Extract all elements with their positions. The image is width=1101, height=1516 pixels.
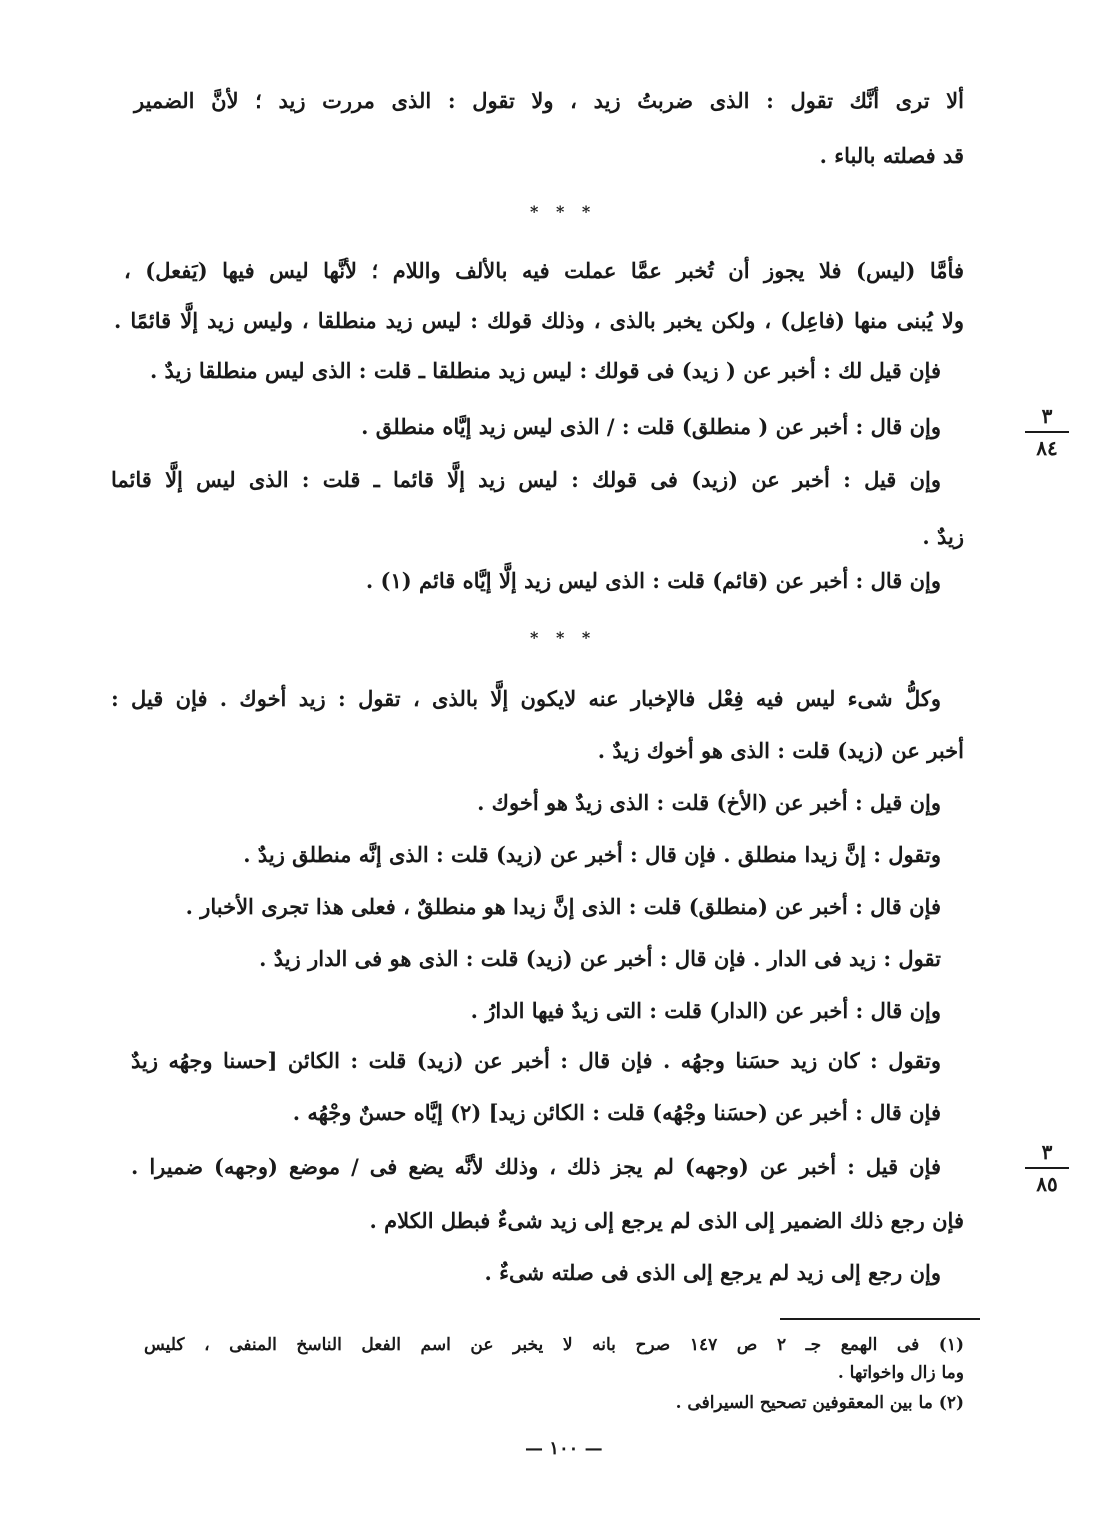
- section-separator: * * *: [530, 202, 597, 221]
- text-line: وتقول : كان زيد حسَنا وجهُه . فإن قال : أخبر عن (زيد) قلت : الكائن [حسنا وجهُه زيدٌ: [131, 1048, 941, 1073]
- text-line: وإن قيل : أخبر عن (الأخ) قلت : الذى زيدٌ هو أخوك .: [477, 790, 941, 815]
- text-line: فإن قال : أخبر عن (منطلق) قلت : الذى إنَّ زيدا هو منطلقٌ ، فعلى هذا تجرى الأخبار .: [185, 894, 941, 919]
- text-line: ألا ترى أنَّك تقول : الذى ضربتُ زيد ، ولا تقول : الذى مررت زيد ؛ لأنَّ الضمير: [134, 88, 964, 113]
- text-line: فإن قيل : أخبر عن (وجهه) لم يجز ذلك ، وذلك لأنَّه يضع فى / موضع (وجهه) ضميرا .: [131, 1154, 941, 1179]
- text-line: فإن قيل لك : أخبر عن ( زيد) فى قولك : ليس زيد منطلقا ـ قلت : الذى ليس منطلقا زيدٌ .: [149, 358, 941, 383]
- text-line: قد فصلته بالباء .: [819, 143, 964, 168]
- text-line: وكلُّ شىء ليس فيه فِعْل فالإخبار عنه لايكون إلَّا بالذى ، تقول : زيد أخوك . فإن قيل :: [111, 686, 941, 711]
- text-line: وإن رجع إلى زيد لم يرجع إلى الذى فى صلته شىءٌ .: [484, 1260, 941, 1285]
- text-line: ولا يُبنى منها (فاعِل) ، ولكن يخبر بالذى ، وذلك قولك : ليس زيد منطلقا ، وليس زيد إلَّا قائمًا .: [114, 308, 964, 333]
- footnote-rule: [780, 1318, 980, 1320]
- text-line: وإن قيل : أخبر عن (زيد) فى قولك : ليس زيد إلَّا قائما ـ قلت : الذى ليس إلَّا قائما: [111, 467, 941, 492]
- page-number: — ١٠٠ —: [525, 1438, 603, 1459]
- margin-ref-top: ٣: [1041, 1140, 1053, 1164]
- text-line: فإن رجع ذلك الضمير إلى الذى لم يرجع إلى زيد شىءٌ فبطل الكلام .: [369, 1208, 964, 1233]
- margin-ref-bottom: ٨٤: [1036, 436, 1058, 460]
- text-line: زيدٌ .: [922, 524, 964, 549]
- margin-ref-bottom: ٨٥: [1036, 1172, 1058, 1196]
- footnote-line: (٢) ما بين المعقوفين تصحيح السيرافى .: [675, 1393, 964, 1413]
- footnote-line: (١) فى الهمع جـ ٢ ص ١٤٧ صرح بانه لا يخبر عن اسم الفعل الناسخ المنفى ، كليس: [144, 1335, 965, 1355]
- text-line: فإن قال : أخبر عن (حسَنا وجْهُه) قلت : الكائن زيد] (٢) إيَّاه حسنٌ وجْهُه .: [292, 1100, 941, 1125]
- text-line: وإن قال : أخبر عن (الدار) قلت : التى زيدٌ فيها الدارُ .: [470, 998, 941, 1023]
- margin-ref-top: ٣: [1041, 404, 1053, 428]
- footnote-line: وما زال واخواتها .: [837, 1363, 964, 1383]
- margin-page-ref: [1025, 1140, 1069, 1196]
- margin-page-ref: [1025, 404, 1069, 460]
- text-line: وإن قال : أخبر عن (قائم) قلت : الذى ليس زيد إلَّا إيَّاه قائم (١) .: [365, 568, 941, 593]
- text-line: أخبر عن (زيد) قلت : الذى هو أخوك زيدٌ .: [597, 738, 964, 763]
- section-separator: * * *: [530, 628, 597, 647]
- text-line: تقول : زيد فى الدار . فإن قال : أخبر عن (زيد) قلت : الذى هو فى الدار زيدٌ .: [259, 946, 941, 971]
- text-line: وتقول : إنَّ زيدا منطلق . فإن قال : أخبر عن (زيد) قلت : الذى إنَّه منطلق زيدٌ .: [243, 842, 941, 867]
- text-line: فأمَّا (ليس) فلا يجوز أن تُخبر عمَّا عملت فيه بالألف واللام ؛ لأنَّها ليس فيها (يَفعل) ،: [124, 258, 964, 283]
- text-line: وإن قال : أخبر عن ( منطلق) قلت : / الذى ليس زيد إيَّاه منطلق .: [361, 414, 941, 439]
